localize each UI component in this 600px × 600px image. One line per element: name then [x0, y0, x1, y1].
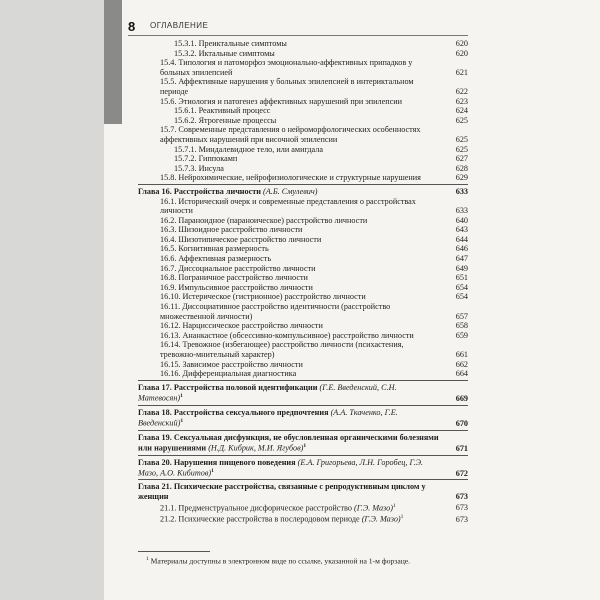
- toc-page-number: 659: [455, 330, 468, 340]
- toc-page-number: 670: [455, 419, 468, 429]
- toc-entry-title: 16.10. Истерическое (гистрионное) расстройство личности: [160, 292, 366, 302]
- toc-entry-title: 15.7. Современные представления о нейроморфологических особенностях аффективных нарушений при височной эпилепсии: [160, 125, 421, 144]
- toc-entry[interactable]: [138, 164, 468, 174]
- footnote-reference: 1: [180, 418, 184, 425]
- toc-page-number: 657: [455, 311, 468, 321]
- toc-entry-title: 16.3. Шизоидное расстройство личности: [160, 225, 303, 235]
- table-of-contents: [138, 39, 468, 524]
- chapter-divider: [138, 430, 468, 431]
- toc-entry[interactable]: [138, 302, 468, 321]
- toc-page-number: 621: [455, 67, 468, 77]
- toc-page-number: 629: [455, 173, 468, 183]
- toc-page-number: 625: [455, 144, 468, 154]
- toc-chapter-entry[interactable]: [138, 187, 468, 197]
- toc-entry-author: (А.А. Ткаченко, Г.Е. Введенский): [138, 407, 398, 429]
- footnote-reference: 1: [400, 513, 404, 520]
- toc-entry-title: 15.7.3. Инсула: [174, 163, 224, 173]
- toc-entry[interactable]: [138, 145, 468, 155]
- chapter-divider: [138, 479, 468, 480]
- chapter-divider: [138, 380, 468, 381]
- toc-entry-title: 15.6.2. Ятрогенные процессы: [174, 115, 277, 125]
- toc-page-number: 669: [455, 394, 468, 404]
- toc-entry-title: Глава 16. Расстройства личности: [138, 186, 261, 196]
- toc-page-number: 664: [455, 369, 468, 379]
- footnote-rule: [138, 551, 210, 552]
- toc-chapter-entry[interactable]: [138, 458, 468, 479]
- toc-page-number: 649: [455, 263, 468, 273]
- page-number: 8: [128, 19, 136, 34]
- toc-entry[interactable]: [138, 49, 468, 59]
- footnote-reference: 1: [211, 468, 214, 475]
- toc-entry[interactable]: [138, 225, 468, 235]
- toc-entry[interactable]: [138, 264, 468, 274]
- toc-entry[interactable]: [138, 173, 468, 183]
- toc-entry[interactable]: [138, 106, 468, 116]
- toc-entry-title: 21.2. Психические расстройства в послеродовом периоде: [160, 514, 360, 524]
- toc-entry[interactable]: [138, 97, 468, 107]
- toc-page-number: 647: [455, 254, 468, 264]
- toc-chapter-entry[interactable]: [138, 408, 468, 429]
- toc-entry[interactable]: [138, 340, 468, 359]
- toc-entry-title: 15.6.1. Реактивный процесс: [174, 106, 271, 116]
- toc-entry-author: (Е.А. Григорьева, Л.Н. Горобец, Г.Э. Мазо, А.О. Кибитов): [138, 457, 423, 478]
- toc-page-number: 640: [455, 215, 468, 225]
- chapter-divider: [138, 405, 468, 406]
- toc-entry[interactable]: [138, 58, 468, 77]
- toc-entry[interactable]: [138, 292, 468, 302]
- footnote-reference: 1: [303, 443, 307, 450]
- toc-entry-title: 16.8. Пограничное расстройство личности: [160, 273, 308, 283]
- toc-entry[interactable]: [138, 360, 468, 370]
- toc-page-number: 633: [455, 206, 468, 216]
- footnote-marker: 1: [146, 556, 149, 562]
- toc-entry-title: 16.9. Импульсивное расстройство личности: [160, 282, 313, 292]
- toc-entry[interactable]: [138, 331, 468, 341]
- toc-entry[interactable]: [138, 273, 468, 283]
- toc-entry-title: 15.3.1. Преиктальные симптомы: [174, 39, 287, 48]
- toc-entry[interactable]: [138, 197, 468, 216]
- chapter-divider: [138, 455, 468, 456]
- toc-page-number: 623: [455, 96, 468, 106]
- page-header: [128, 19, 468, 36]
- toc-entry[interactable]: [138, 125, 468, 144]
- toc-entry-author: (Н.Д. Кибрик, М.И. Ягубов): [208, 443, 304, 453]
- toc-entry-title: 21.1. Предменструальное дисфорическое расстройство: [160, 503, 352, 513]
- toc-entry-title: 16.15. Зависимое расстройство личности: [160, 359, 303, 369]
- toc-page-number: 673: [455, 503, 468, 513]
- toc-entry-title: 15.5. Аффективные нарушения у больных эпилепсией в интериктальном периоде: [160, 77, 414, 96]
- toc-entry-title: 15.7.2. Гиппокамп: [174, 154, 238, 164]
- toc-entry-title: Глава 17. Расстройства половой идентификации: [138, 382, 318, 392]
- toc-entry[interactable]: [138, 216, 468, 226]
- toc-page-number: 628: [455, 163, 468, 173]
- toc-entry[interactable]: [138, 116, 468, 126]
- toc-entry-title: 16.11. Диссоциативное расстройство идентичности (расстройство множественной личности): [160, 302, 391, 321]
- toc-page-number: 624: [455, 106, 468, 116]
- toc-entry-title: 16.6. Аффективная размерность: [160, 254, 272, 264]
- toc-entry-title: 16.13. Ананкастное (обсессивно-компульсивное) расстройство личности: [160, 330, 414, 340]
- toc-entry-title: Глава 18. Расстройства сексуального предпочтения: [138, 407, 329, 417]
- toc-page-number: 661: [455, 350, 468, 359]
- toc-entry[interactable]: [138, 513, 468, 524]
- footnote-reference: 1: [392, 502, 396, 509]
- toc-entry[interactable]: [138, 154, 468, 164]
- page-edge-marker: [104, 0, 122, 124]
- toc-entry-author: (Г.Е. Введенский, С.Н. Матевосян): [138, 382, 397, 404]
- toc-page-number: 662: [455, 359, 468, 369]
- toc-page-number: 633: [455, 186, 468, 196]
- toc-entry-title: 16.5. Когнитивная размерность: [160, 244, 269, 254]
- toc-entry[interactable]: [138, 244, 468, 254]
- toc-entry-title: 15.6. Этиология и патогенез аффективных нарушений при эпилепсии: [160, 96, 403, 106]
- toc-chapter-entry[interactable]: [138, 482, 468, 501]
- toc-entry-title: 16.12. Нарциссическое расстройство личности: [160, 321, 323, 331]
- toc-page-number: 646: [455, 244, 468, 254]
- toc-entry-title: 16.1. Исторический очерк и современные представления о расстройствах личности: [160, 196, 416, 216]
- toc-chapter-entry[interactable]: [138, 433, 468, 454]
- toc-entry-title: 15.8. Нейрохимические, нейрофизиологические и структурные нарушения: [160, 173, 421, 183]
- toc-entry-title: 15.7.1. Миндалевидное тело, или амигдала: [174, 144, 323, 154]
- toc-entry[interactable]: [138, 39, 468, 49]
- toc-entry-title: 15.3.2. Иктальные симптомы: [174, 48, 275, 58]
- toc-entry-title: 16.2. Параноидное (параноическое) расстройство личности: [160, 215, 368, 225]
- toc-entry-title: Глава 20. Нарушения пищевого поведения: [138, 457, 296, 467]
- toc-entry-title: 16.16. Дифференциальная диагностика: [160, 369, 297, 379]
- toc-entry[interactable]: [138, 502, 468, 513]
- toc-page-number: 620: [455, 39, 468, 48]
- toc-entry-author: (Г.Э. Мазо): [353, 503, 393, 513]
- running-title: ОГЛАВЛЕНИЕ: [150, 21, 209, 30]
- toc-page-number: 658: [455, 321, 468, 331]
- toc-entry-author: (Г.Э. Мазо): [361, 514, 401, 524]
- footnote-text: Материалы доступны в электронном виде по ссылке, указанной на 1-м форзаце.: [150, 556, 411, 566]
- toc-entry[interactable]: [138, 254, 468, 264]
- toc-chapter-entry[interactable]: [138, 383, 468, 404]
- toc-entry[interactable]: [138, 321, 468, 331]
- toc-page-number: 627: [455, 154, 468, 164]
- footnote-reference: 1: [180, 393, 183, 400]
- chapter-divider: [138, 184, 468, 185]
- toc-page-number: 620: [455, 48, 468, 58]
- toc-page-number: 625: [455, 134, 468, 144]
- toc-page-number: 654: [455, 282, 468, 292]
- toc-page-number: 651: [455, 273, 468, 283]
- toc-entry[interactable]: [138, 369, 468, 379]
- toc-page-number: 672: [455, 468, 468, 478]
- toc-page-number: 673: [455, 514, 468, 524]
- toc-page-number: 622: [455, 86, 468, 96]
- toc-page-number: 671: [455, 443, 468, 453]
- toc-page-number: 644: [455, 234, 468, 244]
- toc-page-number: 673: [455, 492, 468, 502]
- toc-entry-title: 16.7. Диссоциальное расстройство личности: [160, 263, 316, 273]
- toc-entry[interactable]: [138, 283, 468, 293]
- toc-entry-title: 16.4. Шизотипическое расстройство личности: [160, 234, 322, 244]
- toc-page-number: 654: [455, 292, 468, 302]
- footnote: [146, 556, 410, 566]
- toc-entry-title: Глава 19. Сексуальная дисфункция, не обусловленная органическими болезнями или нарушениями: [138, 432, 439, 453]
- toc-entry-title: 15.4. Типология и патоморфоз эмоционально-аффективных припадков у больных эпилепсией: [160, 58, 413, 77]
- toc-entry-author: (А.Б. Смулевич): [263, 186, 318, 196]
- toc-entry[interactable]: [138, 77, 468, 96]
- toc-entry-title: 16.14. Тревожное (избегающее) расстройство личности (психастения, тревожно-мнительный характер): [160, 340, 404, 359]
- toc-entry-title: Глава 21. Психические расстройства, связанные с репродуктивным циклом у женщин: [138, 482, 426, 502]
- toc-entry[interactable]: [138, 235, 468, 245]
- toc-page-number: 643: [455, 225, 468, 235]
- toc-page-number: 625: [455, 115, 468, 125]
